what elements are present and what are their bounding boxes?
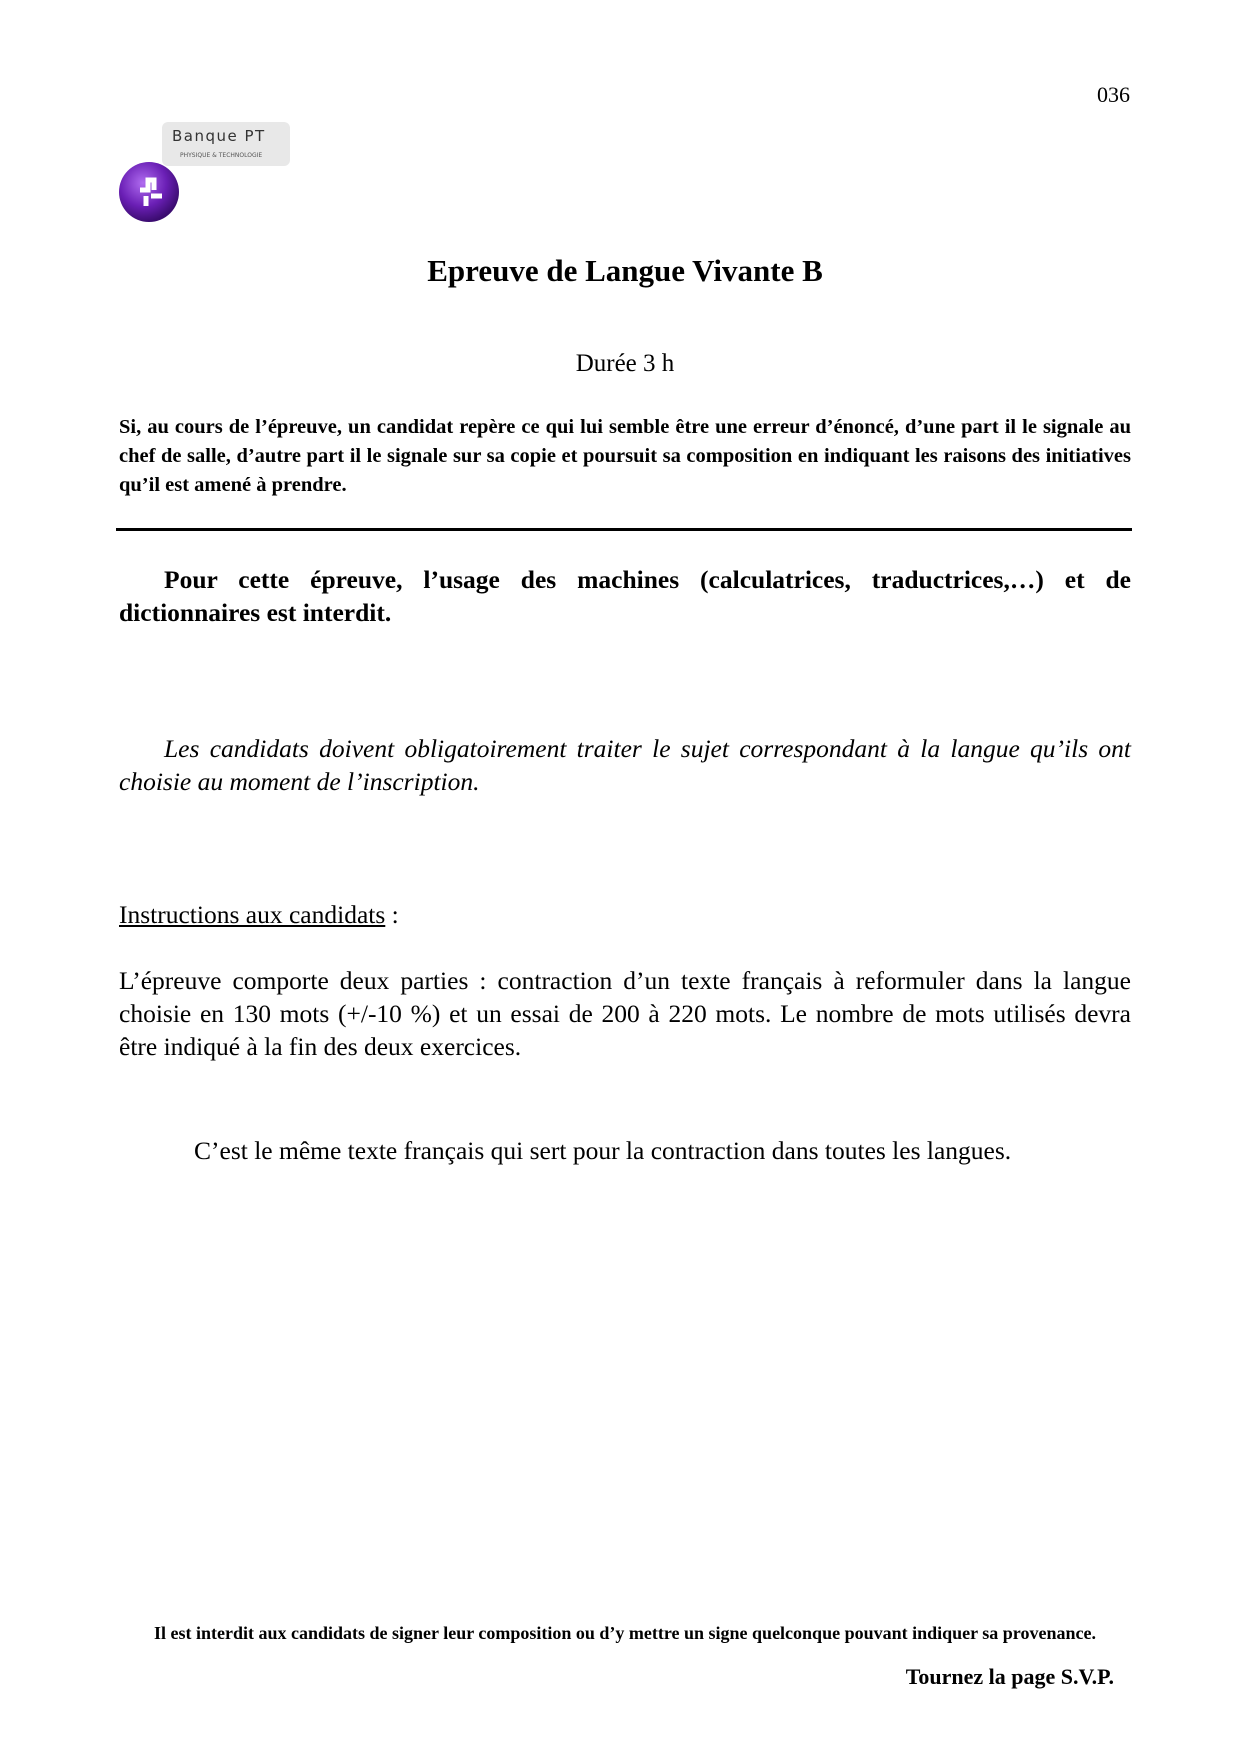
instructions-heading: [119, 900, 399, 930]
banque-pt-logo: [118, 122, 298, 222]
page-number: 036: [1097, 82, 1130, 107]
page-title: Epreuve de Langue Vivante B: [427, 253, 823, 288]
exam-duration: Durée 3 h: [575, 350, 675, 377]
instructions-heading-colon: :: [385, 900, 399, 929]
horizontal-divider: [116, 528, 1132, 531]
footer-signature-notice: Il est interdit aux candidats de signer leur composition ou d’y mettre un signe quelconque pouvant indiquer sa provenance.: [154, 1623, 1096, 1643]
logo-plus-icon: [118, 160, 182, 224]
instructions-body: L’épreuve comporte deux parties : contraction d’un texte français à reformuler dans la langue choisie en 130 mots (+/-10 %) et un essai de 200 à 220 mots. Le nombre de mots utilisés devra être indiqué à la fin des deux exercices.: [119, 966, 1131, 1061]
instructions-heading-text: Instructions aux candidats: [119, 900, 386, 929]
language-notice: Les candidats doivent obligatoirement traiter le sujet correspondant à la langue qu’ils ont choisie au moment de l’inscription.: [119, 734, 1131, 796]
logo-brand: Banque PT: [172, 127, 266, 145]
error-warning-paragraph: Si, au cours de l’épreuve, un candidat repère ce qui lui semble être une erreur d’énoncé, d’une part il le signale au chef de salle, d’autre part il le signale sur sa copie et poursuit sa composition en indiquant les raisons des initiatives qu’il est amené à prendre.: [119, 416, 1131, 496]
logo-subtitle: PHYSIQUE & TECHNOLOGIE: [180, 152, 263, 159]
same-text-paragraph: C’est le même texte français qui sert pour la contraction dans toutes les langues.: [194, 1136, 1012, 1165]
turn-page-notice: Tournez la page S.V.P.: [905, 1664, 1114, 1689]
machines-notice: Pour cette épreuve, l’usage des machines (calculatrices, traductrices,…) et de dictionnaires est interdit.: [119, 565, 1131, 627]
